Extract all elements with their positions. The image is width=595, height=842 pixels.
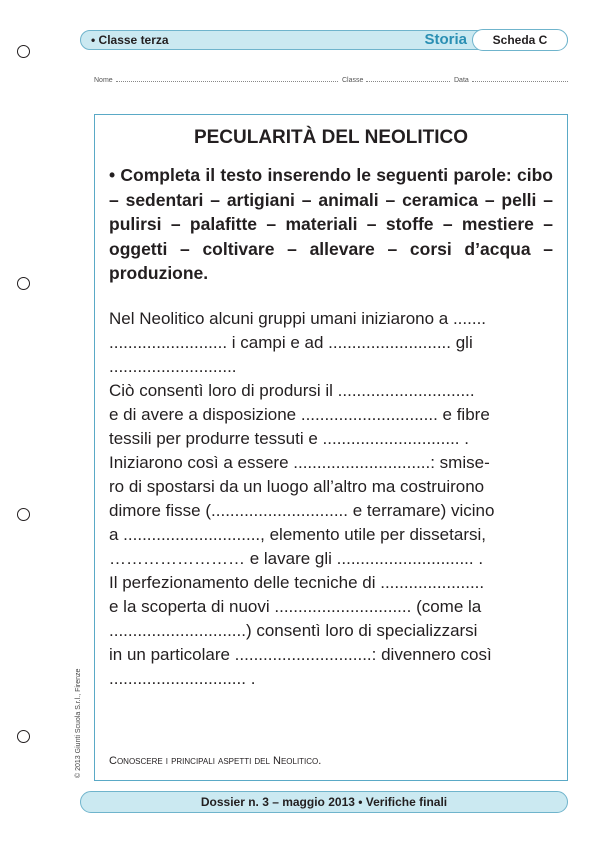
student-info-row [94, 75, 568, 87]
date-label: Data [454, 77, 469, 84]
binder-hole-4 [17, 730, 30, 743]
name-line [116, 75, 338, 82]
copyright-notice: © 2013 Giunti Scuola S.r.l., Firenze [75, 668, 82, 778]
date-line [472, 75, 568, 82]
name-label: Nome [94, 77, 113, 84]
sheet-tag: Scheda C [472, 29, 568, 51]
exercise-text: Nel Neolitico alcuni gruppi umani iniziarono a ....... ......................... i campi e ad .......................... gli ........................... Ciò consentì loro di prodursi il ............................. e di avere a disposizione ............................. e fibre tessili per produrre tessuti e ............................. . Iniziarono così a essere .............................: smise- ro di spostarsi da un luogo all’altro ma costruirono dimore fisse (............................. e terramare) vicino a ............................., elemento utile per dissetarsi, …………………… e lavare gli ............................. . Il perfezionamento delle tecniche di ...................... e la scoperta di nuovi ............................. (come la .............................) consentì loro di specializzarsi in un particolare .............................: divennero così ............................. . [109, 309, 495, 688]
name-field[interactable] [94, 75, 338, 84]
binder-hole-3 [17, 508, 30, 521]
footer-banner: Dossier n. 3 – maggio 2013 • Verifiche finali [80, 791, 568, 813]
subject-label: Storia [424, 31, 467, 48]
class-field[interactable] [342, 75, 450, 84]
class-label: • Classe terza [91, 33, 169, 47]
class-field-label: Classe [342, 77, 364, 84]
header-banner [80, 30, 568, 50]
instruction-text: • Completa il testo inserendo le seguenti parole: cibo – sedentari – artigiani – animali – ceramica – pelli – pulirsi – palafitte – materiali – stoffe – mestiere – oggetti – coltivare – allevare – corsi d’acqua – produzione. [109, 165, 553, 283]
binder-hole-1 [17, 45, 30, 58]
worksheet-box [94, 114, 568, 781]
class-line [366, 75, 450, 82]
date-field[interactable] [454, 75, 568, 84]
worksheet-title: PECULARITÀ DEL NEOLITICO [193, 127, 469, 148]
learning-objective: Conoscere i principali aspetti del Neolitico. [109, 755, 322, 767]
binder-hole-2 [17, 277, 30, 290]
